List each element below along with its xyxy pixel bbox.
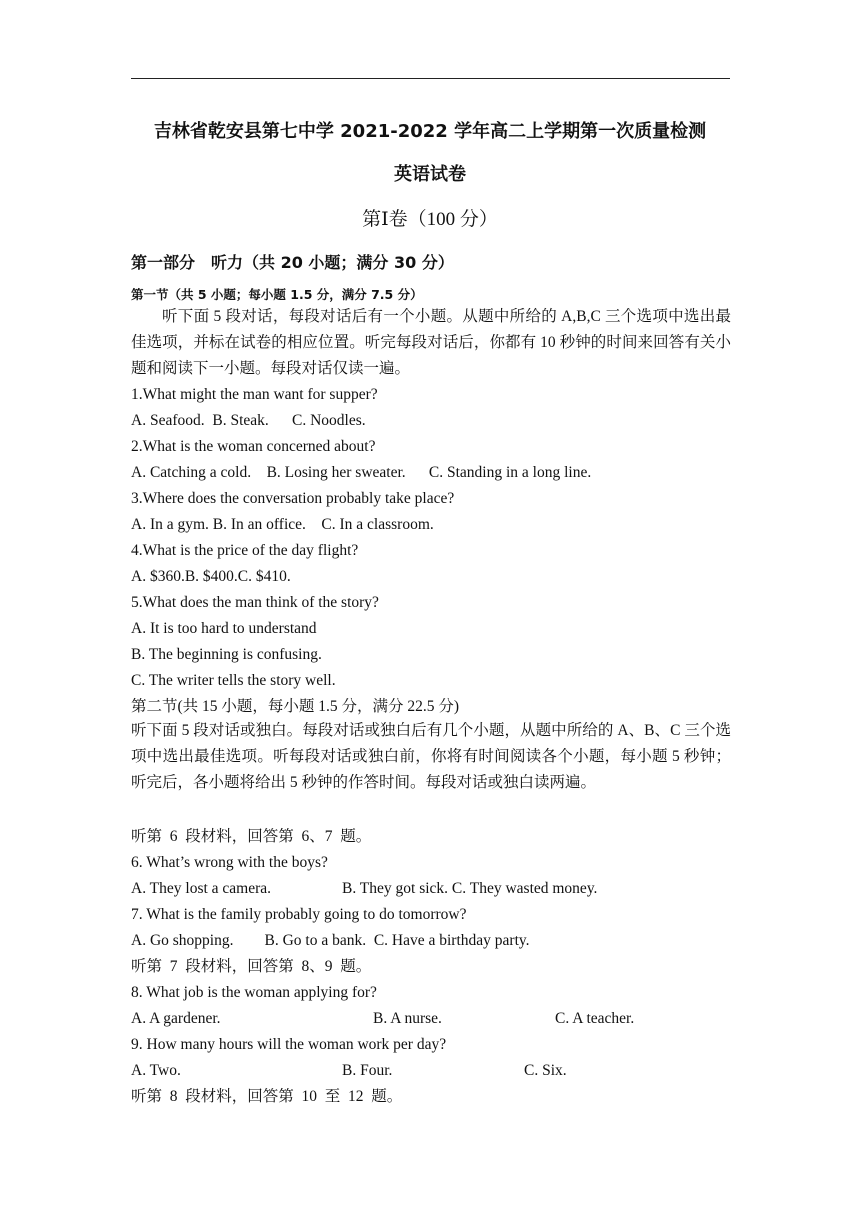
question-4: 4.What is the price of the day flight? bbox=[131, 542, 359, 559]
question-1-options: A. Seafood. B. Steak. C. Noodles. bbox=[131, 412, 366, 429]
question-8-option-c: C. A teacher. bbox=[555, 1010, 635, 1027]
question-4-options: A. $360.B. $400.C. $410. bbox=[131, 568, 291, 585]
question-6-options-bc: B. They got sick. C. They wasted money. bbox=[342, 880, 598, 897]
header-rule bbox=[131, 78, 730, 79]
question-5-option-b: B. The beginning is confusing. bbox=[131, 646, 322, 663]
question-8: 8. What job is the woman applying for? bbox=[131, 984, 377, 1001]
question-3: 3.Where does the conversation probably take place? bbox=[131, 490, 455, 507]
question-7-options: A. Go shopping. B. Go to a bank. C. Have a birthday party. bbox=[131, 932, 530, 949]
question-6-option-a: A. They lost a camera. bbox=[131, 880, 272, 897]
section2-heading: 第二节(共 15 小题，每小题 1.5 分，满分 22.5 分) bbox=[131, 698, 460, 715]
question-9-option-a: A. Two. bbox=[131, 1062, 181, 1079]
question-2-options: A. Catching a cold. B. Losing her sweater. C. Standing in a long line. bbox=[131, 464, 592, 481]
exam-subtitle: 英语试卷 bbox=[394, 164, 466, 185]
question-5-option-c: C. The writer tells the story well. bbox=[131, 672, 336, 689]
question-3-options: A. In a gym. B. In an office. C. In a classroom. bbox=[131, 516, 434, 533]
question-5-option-a: A. It is too hard to understand bbox=[131, 620, 317, 637]
question-2: 2.What is the woman concerned about? bbox=[131, 438, 376, 455]
question-5: 5.What does the man think of the story? bbox=[131, 594, 379, 611]
material-7-intro: 听第 7 段材料，回答第 8、9 题。 bbox=[131, 958, 372, 975]
part-heading: 第一部分 听力（共 20 小题；满分 30 分） bbox=[131, 253, 454, 272]
section1-heading: 第一节（共 5 小题；每小题 1.5 分，满分 7.5 分） bbox=[131, 287, 423, 302]
question-9-option-b: B. Four. bbox=[342, 1062, 393, 1079]
question-9-option-c: C. Six. bbox=[524, 1062, 567, 1079]
question-6: 6. What’s wrong with the boys? bbox=[131, 854, 328, 871]
section2-instructions: 听下面 5 段对话或独白。每段对话或独白后有几个小题，从题中所给的 A、B、C 三个选项中选出最佳选项。听每段对话或独白前，你将有时间阅读各个小题，每小题 5 秒钟；听完后，各小题将给出 5 秒钟的作答时间。每段对话或独白读两遍。 bbox=[131, 722, 731, 791]
question-8-option-a: A. A gardener. bbox=[131, 1010, 221, 1027]
volume-heading: 第Ⅰ卷（100 分） bbox=[362, 209, 498, 230]
exam-title: 吉林省乾安县第七中学 2021-2022 学年高二上学期第一次质量检测 bbox=[153, 121, 707, 142]
question-7: 7. What is the family probably going to do tomorrow? bbox=[131, 906, 467, 923]
section1-instructions: 听下面 5 段对话，每段对话后有一个小题。从题中所给的 A,B,C 三个选项中选出最佳选项，并标在试卷的相应位置。听完每段对话后，你都有 10 秒钟的时间来回答有关小题和阅读下一小题。每段对话仅读一遍。 bbox=[131, 308, 731, 377]
question-1: 1.What might the man want for supper? bbox=[131, 386, 378, 403]
question-8-option-b: B. A nurse. bbox=[373, 1010, 442, 1027]
material-6-intro: 听第 6 段材料，回答第 6、7 题。 bbox=[131, 828, 372, 845]
material-8-intro: 听第 8 段材料，回答第 10 至 12 题。 bbox=[131, 1088, 403, 1105]
question-9: 9. How many hours will the woman work per day? bbox=[131, 1036, 447, 1053]
